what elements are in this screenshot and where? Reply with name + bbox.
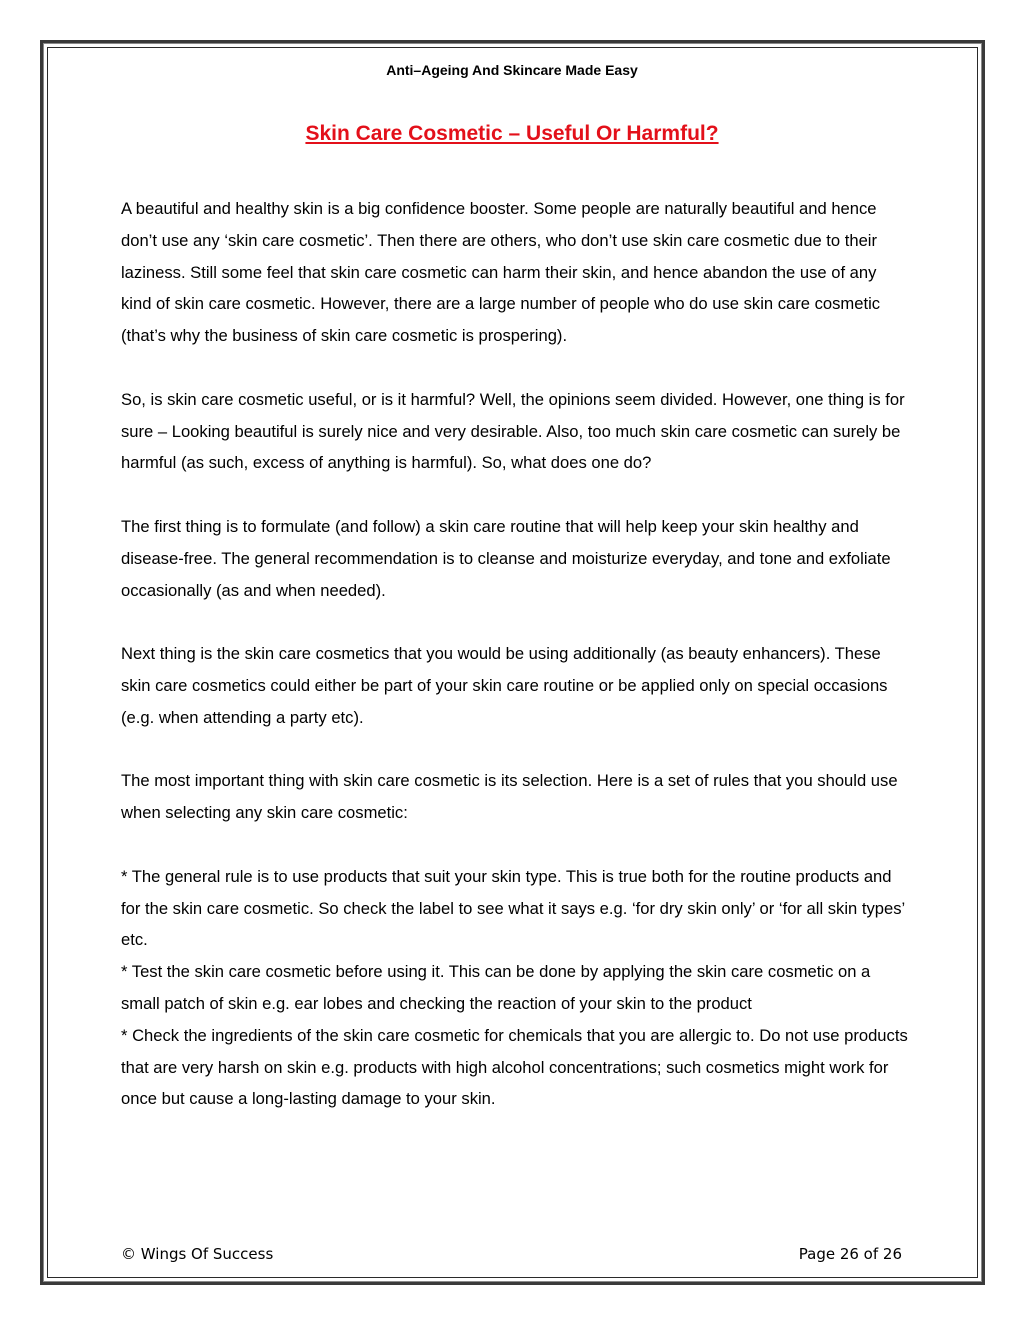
running-header: Anti–Ageing And Skincare Made Easy xyxy=(386,62,638,78)
page-footer xyxy=(121,1243,902,1265)
paragraph: A beautiful and healthy skin is a big confidence booster. Some people are naturally beautiful and hence don’t use any ‘skin care cosmetic’. Then there are others, who don’t use skin care cosmetic due to their laziness. Still some feel that skin care cosmetic can harm their skin, and hence abandon the use of any kind of skin care cosmetic. However, there are a large number of people who do use skin care cosmetic (that’s why the business of skin care cosmetic is prospering). xyxy=(121,199,881,346)
rules-list xyxy=(121,861,911,1115)
rule-item: * Test the skin care cosmetic before using it. This can be done by applying the skin care cosmetic on a small patch of skin e.g. ear lobes and checking the reaction of your skin to the product xyxy=(121,962,871,1013)
page-number: Page 26 of 26 xyxy=(798,1245,902,1263)
rule-item: * Check the ingredients of the skin care cosmetic for chemicals that you are allergic to. Do not use products that are very harsh on skin e.g. products with high alcohol concentrations; such cosmetics might work for once but cause a long-lasting damage to your skin. xyxy=(121,1025,908,1109)
paragraph: So, is skin care cosmetic useful, or is it harmful? Well, the opinions seem divided. However, one thing is for sure – Looking beautiful is surely nice and very desirable. Also, too much skin care cosmetic can surely be harmful (as such, excess of anything is harmful). So, what does one do? xyxy=(121,389,905,473)
paragraph: The most important thing with skin care cosmetic is its selection. Here is a set of rules that you should use when selecting any skin care cosmetic: xyxy=(121,771,898,823)
article-title: Skin Care Cosmetic – Useful Or Harmful? xyxy=(305,122,719,145)
rule-item: * The general rule is to use products that suit your skin type. This is true both for the routine products and for the skin care cosmetic. So check the label to see what it says e.g. ‘for dry skin only’ or ‘for all skin types’ etc. xyxy=(121,866,905,950)
paragraph: The first thing is to formulate (and follow) a skin care routine that will help keep your skin healthy and disease-free. The general recommendation is to cleanse and moisturize everyday, and tone and exfoliate occasionally (as and when needed). xyxy=(121,516,891,600)
article-body xyxy=(121,193,911,1115)
paragraph: Next thing is the skin care cosmetics that you would be using additionally (as beauty enhancers). These skin care cosmetics could either be part of your skin care routine or be applied only on special occasions (e.g. when attending a party etc). xyxy=(121,644,888,727)
copyright-notice: © Wings Of Success xyxy=(121,1245,274,1263)
